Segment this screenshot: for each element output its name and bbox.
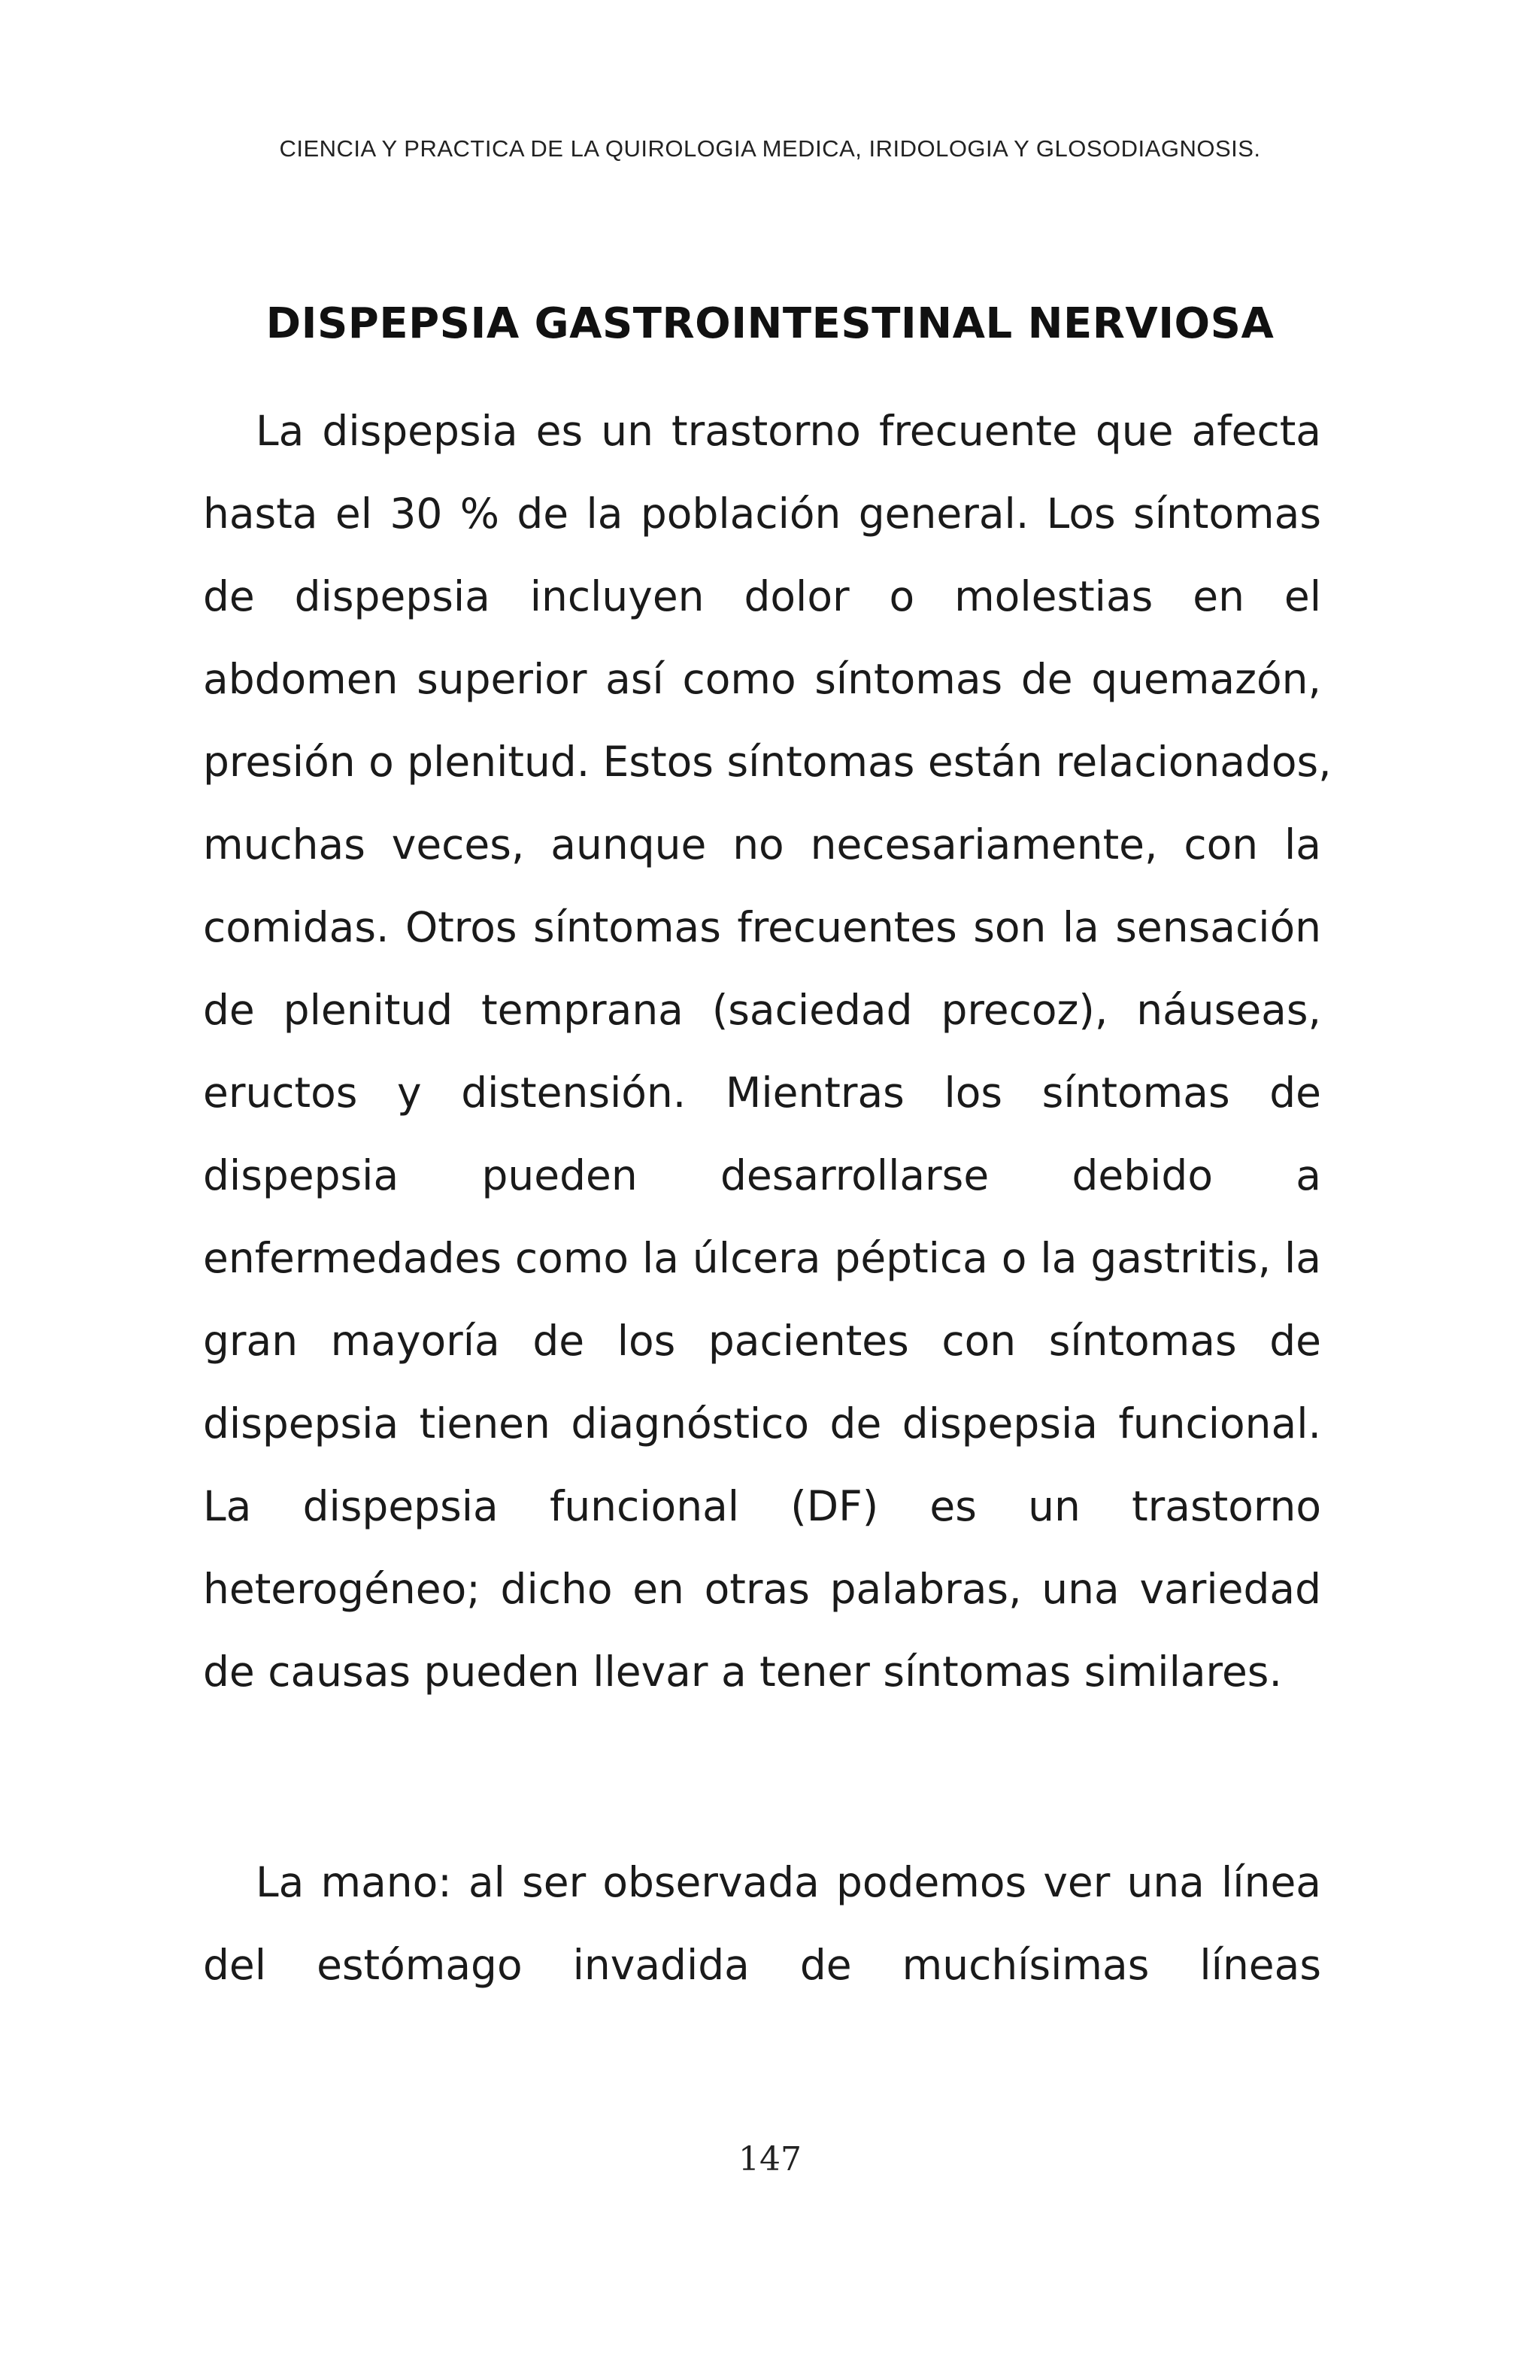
text-line: del estómago invadida de muchísimas líneas bbox=[203, 1941, 1321, 1989]
text-line: eructos y distensión. Mientras los síntomas de bbox=[203, 1069, 1321, 1117]
text-line: de causas pueden llevar a tener síntomas similares. bbox=[203, 1648, 1282, 1696]
text-line: de plenitud temprana (saciedad precoz), náuseas, bbox=[203, 986, 1321, 1034]
text-line: La dispepsia es un trastorno frecuente que afecta bbox=[256, 407, 1321, 455]
chapter-title: DISPEPSIA GASTROINTESTINAL NERVIOSA bbox=[265, 299, 1275, 348]
text-line: muchas veces, aunque no necesariamente, con la bbox=[203, 820, 1321, 869]
text-line: presión o plenitud. Estos síntomas están relacionados, bbox=[203, 738, 1332, 786]
text-line: comidas. Otros síntomas frecuentes son la sensación bbox=[203, 903, 1321, 951]
text-line: hasta el 30 % de la población general. Los síntomas bbox=[203, 490, 1321, 538]
paragraph-intro bbox=[203, 390, 1332, 1713]
text-line: La mano: al ser observada podemos ver una línea bbox=[256, 1858, 1321, 1906]
page-number: 147 bbox=[738, 2140, 802, 2178]
text-line: La dispepsia funcional (DF) es un trastorno bbox=[203, 1482, 1321, 1530]
running-header: CIENCIA Y PRACTICA DE LA QUIROLOGIA MEDICA, IRIDOLOGIA Y GLOSODIAGNOSIS. bbox=[279, 135, 1261, 162]
paragraph-hand bbox=[203, 1841, 1321, 2006]
text-line: heterogéneo; dicho en otras palabras, una variedad bbox=[203, 1565, 1321, 1613]
text-line: dispepsia tienen diagnóstico de dispepsia funcional. bbox=[203, 1399, 1321, 1448]
text-line: abdomen superior así como síntomas de quemazón, bbox=[203, 655, 1321, 703]
text-line: dispepsia pueden desarrollarse debido a bbox=[203, 1151, 1321, 1199]
text-line: de dispepsia incluyen dolor o molestias en el bbox=[203, 572, 1321, 620]
text-line: gran mayoría de los pacientes con síntomas de bbox=[203, 1317, 1321, 1365]
text-line: enfermedades como la úlcera péptica o la gastritis, la bbox=[203, 1234, 1321, 1282]
